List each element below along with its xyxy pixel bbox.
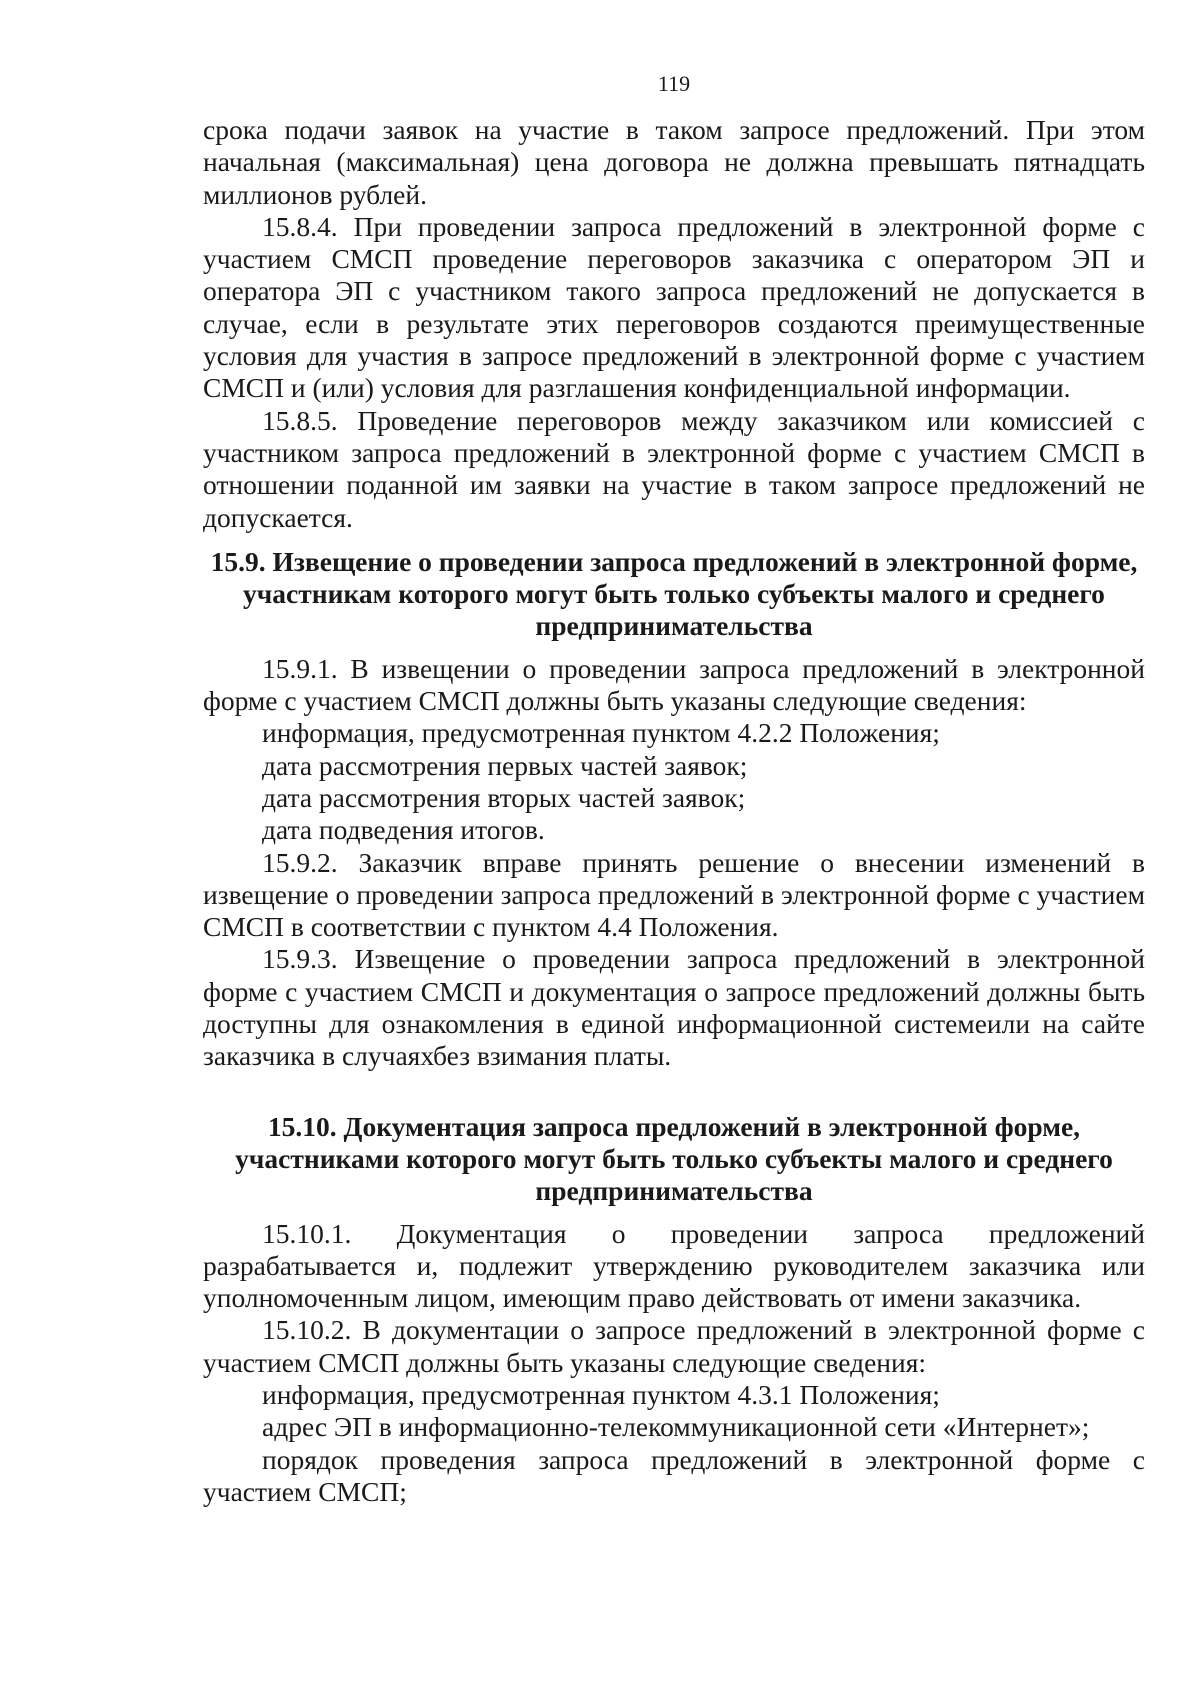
- section-heading-15-9: 15.9. Извещение о проведении запроса предложений в электронной форме, участникам которого могут быть только субъекты малого и среднего предпринимательства: [210, 545, 1138, 642]
- paragraph-15-9-2: 15.9.2. Заказчик вправе принять решение о внесении изменений в извещение о проведении запроса предложений в электронной форме с участием СМСП в соответствии с пунктом 4.4 Положения.: [203, 846, 1145, 943]
- paragraph-continuation: срока подачи заявок на участие в таком запросе предложений. При этом начальная (максимальная) цена договора не должна превышать пятнадцать миллионов рублей.: [203, 114, 1145, 210]
- list-item: дата подведения итогов.: [262, 814, 545, 846]
- paragraph-15-8-4: 15.8.4. При проведении запроса предложений в электронной форме с участием СМСП проведение переговоров заказчика с оператором ЭП и оператора ЭП с участником такого запроса предложений не допускается в случае, если в результате этих переговоров создаются преимущественные условия для участия в запросе предложений в электронной форме с участием СМСП и (или) условия для разглашения конфиденциальной информации.: [203, 210, 1145, 404]
- document-page: [203, 70, 1145, 1508]
- list-item: информация, предусмотренная пунктом 4.3.1 Положения;: [262, 1378, 940, 1410]
- paragraph-15-10-1: 15.10.1. Документация о проведении запроса предложений разрабатывается и, подлежит утверждению руководителем заказчика или уполномоченным лицом, имеющим право действовать от имени заказчика.: [203, 1217, 1145, 1314]
- list-item: адрес ЭП в информационно-телекоммуникационной сети «Интернет»;: [262, 1411, 1090, 1443]
- paragraph-procedure: порядок проведения запроса предложений в электронной форме с участием СМСП;: [203, 1443, 1145, 1507]
- page-number: 119: [657, 71, 691, 96]
- paragraph-15-10-2: 15.10.2. В документации о запросе предложений в электронной форме с участием СМСП должны быть указаны следующие сведения:: [203, 1314, 1145, 1378]
- paragraph-15-9-3: 15.9.3. Извещение о проведении запроса предложений в электронной форме с участием СМСП и документация о запросе предложений должны быть доступны для ознакомления в единой информационной системеили на сайте заказчика в случаяхбез взимания платы.: [203, 943, 1145, 1072]
- list-item: информация, предусмотренная пунктом 4.2.2 Положения;: [262, 717, 940, 749]
- list-item: дата рассмотрения первых частей заявок;: [262, 749, 748, 781]
- paragraph-15-9-1: 15.9.1. В извещении о проведении запроса предложений в электронной форме с участием СМСП должны быть указаны следующие сведения:: [203, 652, 1145, 717]
- list-item: дата рассмотрения вторых частей заявок;: [262, 781, 746, 813]
- paragraph-15-8-5: 15.8.5. Проведение переговоров между заказчиком или комиссией с участником запроса предложений в электронной форме с участием СМСП в отношении поданной им заявки на участие в таком запросе предложений не допускается.: [203, 404, 1145, 533]
- section-heading-15-10: 15.10. Документация запроса предложений в электронной форме, участниками которого могут быть только субъекты малого и среднего предпринимательства: [235, 1110, 1113, 1207]
